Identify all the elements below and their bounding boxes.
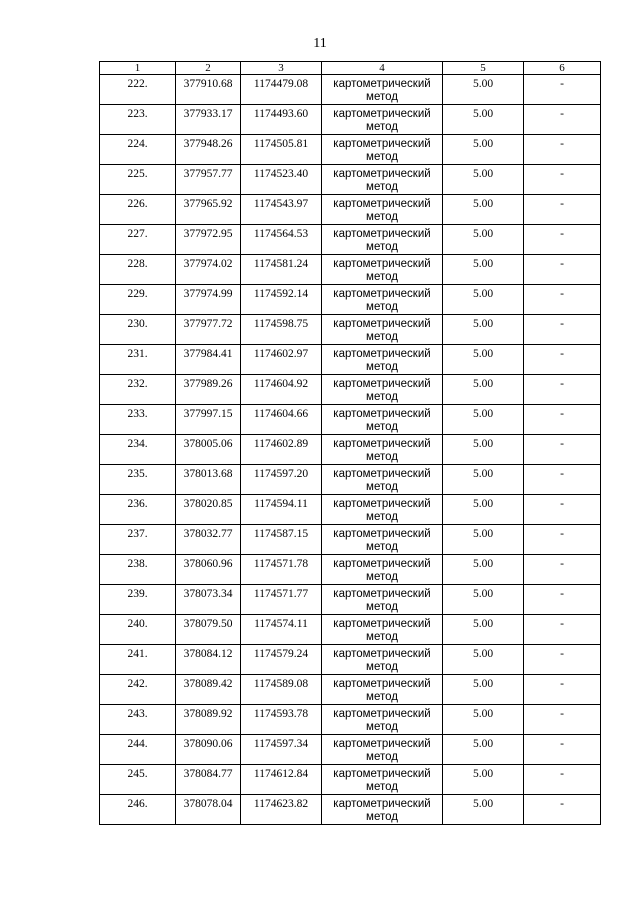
table-row xyxy=(100,675,601,705)
method-cell: картометрический метод xyxy=(322,735,443,765)
note-cell: - xyxy=(524,555,601,585)
method-cell: картометрический метод xyxy=(322,525,443,555)
y-coordinate-cell: 1174579.24 xyxy=(241,645,322,675)
x-coordinate-cell: 378020.85 xyxy=(176,495,241,525)
note-cell: - xyxy=(524,585,601,615)
accuracy-cell: 5.00 xyxy=(443,75,524,105)
header-col-2: 2 xyxy=(176,62,241,75)
accuracy-cell: 5.00 xyxy=(443,375,524,405)
note-cell: - xyxy=(524,705,601,735)
y-coordinate-cell: 1174571.78 xyxy=(241,555,322,585)
y-coordinate-cell: 1174612.84 xyxy=(241,765,322,795)
note-cell: - xyxy=(524,225,601,255)
table-row xyxy=(100,735,601,765)
method-cell: картометрический метод xyxy=(322,285,443,315)
point-number-cell: 229. xyxy=(100,285,176,315)
accuracy-cell: 5.00 xyxy=(443,105,524,135)
x-coordinate-cell: 378089.92 xyxy=(176,705,241,735)
y-coordinate-cell: 1174592.14 xyxy=(241,285,322,315)
method-cell: картометрический метод xyxy=(322,495,443,525)
x-coordinate-cell: 378079.50 xyxy=(176,615,241,645)
table-row xyxy=(100,315,601,345)
note-cell: - xyxy=(524,795,601,825)
point-number-cell: 223. xyxy=(100,105,176,135)
accuracy-cell: 5.00 xyxy=(443,345,524,375)
y-coordinate-cell: 1174593.78 xyxy=(241,705,322,735)
point-number-cell: 227. xyxy=(100,225,176,255)
point-number-cell: 232. xyxy=(100,375,176,405)
method-cell: картометрический метод xyxy=(322,795,443,825)
method-cell: картометрический метод xyxy=(322,75,443,105)
y-coordinate-cell: 1174574.11 xyxy=(241,615,322,645)
point-number-cell: 237. xyxy=(100,525,176,555)
note-cell: - xyxy=(524,165,601,195)
note-cell: - xyxy=(524,255,601,285)
note-cell: - xyxy=(524,675,601,705)
method-cell: картометрический метод xyxy=(322,225,443,255)
note-cell: - xyxy=(524,765,601,795)
x-coordinate-cell: 378078.04 xyxy=(176,795,241,825)
note-cell: - xyxy=(524,615,601,645)
table-row xyxy=(100,705,601,735)
table-row xyxy=(100,105,601,135)
point-number-cell: 236. xyxy=(100,495,176,525)
method-cell: картометрический метод xyxy=(322,375,443,405)
x-coordinate-cell: 378032.77 xyxy=(176,525,241,555)
point-number-cell: 240. xyxy=(100,615,176,645)
note-cell: - xyxy=(524,195,601,225)
x-coordinate-cell: 377989.26 xyxy=(176,375,241,405)
table-row xyxy=(100,765,601,795)
accuracy-cell: 5.00 xyxy=(443,435,524,465)
x-coordinate-cell: 377977.72 xyxy=(176,315,241,345)
y-coordinate-cell: 1174597.34 xyxy=(241,735,322,765)
method-cell: картометрический метод xyxy=(322,555,443,585)
method-cell: картометрический метод xyxy=(322,255,443,285)
table-row xyxy=(100,555,601,585)
y-coordinate-cell: 1174604.92 xyxy=(241,375,322,405)
header-col-5: 5 xyxy=(443,62,524,75)
table-row xyxy=(100,615,601,645)
accuracy-cell: 5.00 xyxy=(443,705,524,735)
x-coordinate-cell: 377974.99 xyxy=(176,285,241,315)
point-number-cell: 239. xyxy=(100,585,176,615)
method-cell: картометрический метод xyxy=(322,705,443,735)
accuracy-cell: 5.00 xyxy=(443,135,524,165)
y-coordinate-cell: 1174602.89 xyxy=(241,435,322,465)
accuracy-cell: 5.00 xyxy=(443,615,524,645)
table-row xyxy=(100,285,601,315)
table-row xyxy=(100,435,601,465)
table-header xyxy=(100,62,601,75)
method-cell: картометрический метод xyxy=(322,615,443,645)
method-cell: картометрический метод xyxy=(322,435,443,465)
table-row xyxy=(100,795,601,825)
accuracy-cell: 5.00 xyxy=(443,495,524,525)
point-number-cell: 238. xyxy=(100,555,176,585)
method-cell: картометрический метод xyxy=(322,195,443,225)
note-cell: - xyxy=(524,105,601,135)
note-cell: - xyxy=(524,345,601,375)
table-row xyxy=(100,135,601,165)
table-body xyxy=(100,75,601,825)
method-cell: картометрический метод xyxy=(322,135,443,165)
x-coordinate-cell: 378089.42 xyxy=(176,675,241,705)
accuracy-cell: 5.00 xyxy=(443,645,524,675)
table-row xyxy=(100,585,601,615)
x-coordinate-cell: 377965.92 xyxy=(176,195,241,225)
note-cell: - xyxy=(524,375,601,405)
accuracy-cell: 5.00 xyxy=(443,675,524,705)
table-row xyxy=(100,225,601,255)
y-coordinate-cell: 1174581.24 xyxy=(241,255,322,285)
y-coordinate-cell: 1174493.60 xyxy=(241,105,322,135)
note-cell: - xyxy=(524,285,601,315)
point-number-cell: 235. xyxy=(100,465,176,495)
note-cell: - xyxy=(524,735,601,765)
method-cell: картометрический метод xyxy=(322,165,443,195)
table-row xyxy=(100,645,601,675)
method-cell: картометрический метод xyxy=(322,105,443,135)
y-coordinate-cell: 1174505.81 xyxy=(241,135,322,165)
point-number-cell: 231. xyxy=(100,345,176,375)
accuracy-cell: 5.00 xyxy=(443,255,524,285)
header-col-3: 3 xyxy=(241,62,322,75)
x-coordinate-cell: 377997.15 xyxy=(176,405,241,435)
header-row xyxy=(100,62,601,75)
method-cell: картометрический метод xyxy=(322,465,443,495)
x-coordinate-cell: 378090.06 xyxy=(176,735,241,765)
accuracy-cell: 5.00 xyxy=(443,465,524,495)
page-number: 11 xyxy=(313,36,327,51)
x-coordinate-cell: 377948.26 xyxy=(176,135,241,165)
x-coordinate-cell: 378073.34 xyxy=(176,585,241,615)
y-coordinate-cell: 1174543.97 xyxy=(241,195,322,225)
point-number-cell: 246. xyxy=(100,795,176,825)
point-number-cell: 233. xyxy=(100,405,176,435)
point-number-cell: 228. xyxy=(100,255,176,285)
table-row xyxy=(100,495,601,525)
y-coordinate-cell: 1174594.11 xyxy=(241,495,322,525)
table-row xyxy=(100,195,601,225)
x-coordinate-cell: 378060.96 xyxy=(176,555,241,585)
x-coordinate-cell: 377984.41 xyxy=(176,345,241,375)
note-cell: - xyxy=(524,525,601,555)
header-col-4: 4 xyxy=(322,62,443,75)
table-row xyxy=(100,255,601,285)
y-coordinate-cell: 1174523.40 xyxy=(241,165,322,195)
note-cell: - xyxy=(524,135,601,165)
x-coordinate-cell: 377972.95 xyxy=(176,225,241,255)
x-coordinate-cell: 378084.12 xyxy=(176,645,241,675)
point-number-cell: 245. xyxy=(100,765,176,795)
point-number-cell: 243. xyxy=(100,705,176,735)
method-cell: картометрический метод xyxy=(322,765,443,795)
point-number-cell: 242. xyxy=(100,675,176,705)
table-row xyxy=(100,165,601,195)
x-coordinate-cell: 377957.77 xyxy=(176,165,241,195)
note-cell: - xyxy=(524,75,601,105)
accuracy-cell: 5.00 xyxy=(443,525,524,555)
accuracy-cell: 5.00 xyxy=(443,195,524,225)
note-cell: - xyxy=(524,435,601,465)
y-coordinate-cell: 1174597.20 xyxy=(241,465,322,495)
point-number-cell: 225. xyxy=(100,165,176,195)
x-coordinate-cell: 377933.17 xyxy=(176,105,241,135)
y-coordinate-cell: 1174564.53 xyxy=(241,225,322,255)
method-cell: картометрический метод xyxy=(322,585,443,615)
x-coordinate-cell: 377910.68 xyxy=(176,75,241,105)
header-col-6: 6 xyxy=(524,62,601,75)
point-number-cell: 222. xyxy=(100,75,176,105)
accuracy-cell: 5.00 xyxy=(443,315,524,345)
method-cell: картометрический метод xyxy=(322,405,443,435)
accuracy-cell: 5.00 xyxy=(443,165,524,195)
point-number-cell: 244. xyxy=(100,735,176,765)
point-number-cell: 224. xyxy=(100,135,176,165)
note-cell: - xyxy=(524,465,601,495)
coordinates-table xyxy=(99,61,601,825)
x-coordinate-cell: 378013.68 xyxy=(176,465,241,495)
y-coordinate-cell: 1174602.97 xyxy=(241,345,322,375)
method-cell: картометрический метод xyxy=(322,345,443,375)
y-coordinate-cell: 1174571.77 xyxy=(241,585,322,615)
x-coordinate-cell: 377974.02 xyxy=(176,255,241,285)
method-cell: картометрический метод xyxy=(322,675,443,705)
table-row xyxy=(100,405,601,435)
y-coordinate-cell: 1174589.08 xyxy=(241,675,322,705)
x-coordinate-cell: 378005.06 xyxy=(176,435,241,465)
accuracy-cell: 5.00 xyxy=(443,795,524,825)
accuracy-cell: 5.00 xyxy=(443,555,524,585)
accuracy-cell: 5.00 xyxy=(443,765,524,795)
x-coordinate-cell: 378084.77 xyxy=(176,765,241,795)
note-cell: - xyxy=(524,405,601,435)
note-cell: - xyxy=(524,495,601,525)
point-number-cell: 230. xyxy=(100,315,176,345)
note-cell: - xyxy=(524,315,601,345)
y-coordinate-cell: 1174587.15 xyxy=(241,525,322,555)
point-number-cell: 241. xyxy=(100,645,176,675)
table-row xyxy=(100,525,601,555)
accuracy-cell: 5.00 xyxy=(443,405,524,435)
header-col-1: 1 xyxy=(100,62,176,75)
table-row xyxy=(100,75,601,105)
point-number-cell: 226. xyxy=(100,195,176,225)
y-coordinate-cell: 1174623.82 xyxy=(241,795,322,825)
accuracy-cell: 5.00 xyxy=(443,735,524,765)
y-coordinate-cell: 1174598.75 xyxy=(241,315,322,345)
accuracy-cell: 5.00 xyxy=(443,585,524,615)
table-row xyxy=(100,375,601,405)
method-cell: картометрический метод xyxy=(322,645,443,675)
table-row xyxy=(100,465,601,495)
accuracy-cell: 5.00 xyxy=(443,225,524,255)
table-row xyxy=(100,345,601,375)
accuracy-cell: 5.00 xyxy=(443,285,524,315)
y-coordinate-cell: 1174604.66 xyxy=(241,405,322,435)
y-coordinate-cell: 1174479.08 xyxy=(241,75,322,105)
note-cell: - xyxy=(524,645,601,675)
point-number-cell: 234. xyxy=(100,435,176,465)
method-cell: картометрический метод xyxy=(322,315,443,345)
